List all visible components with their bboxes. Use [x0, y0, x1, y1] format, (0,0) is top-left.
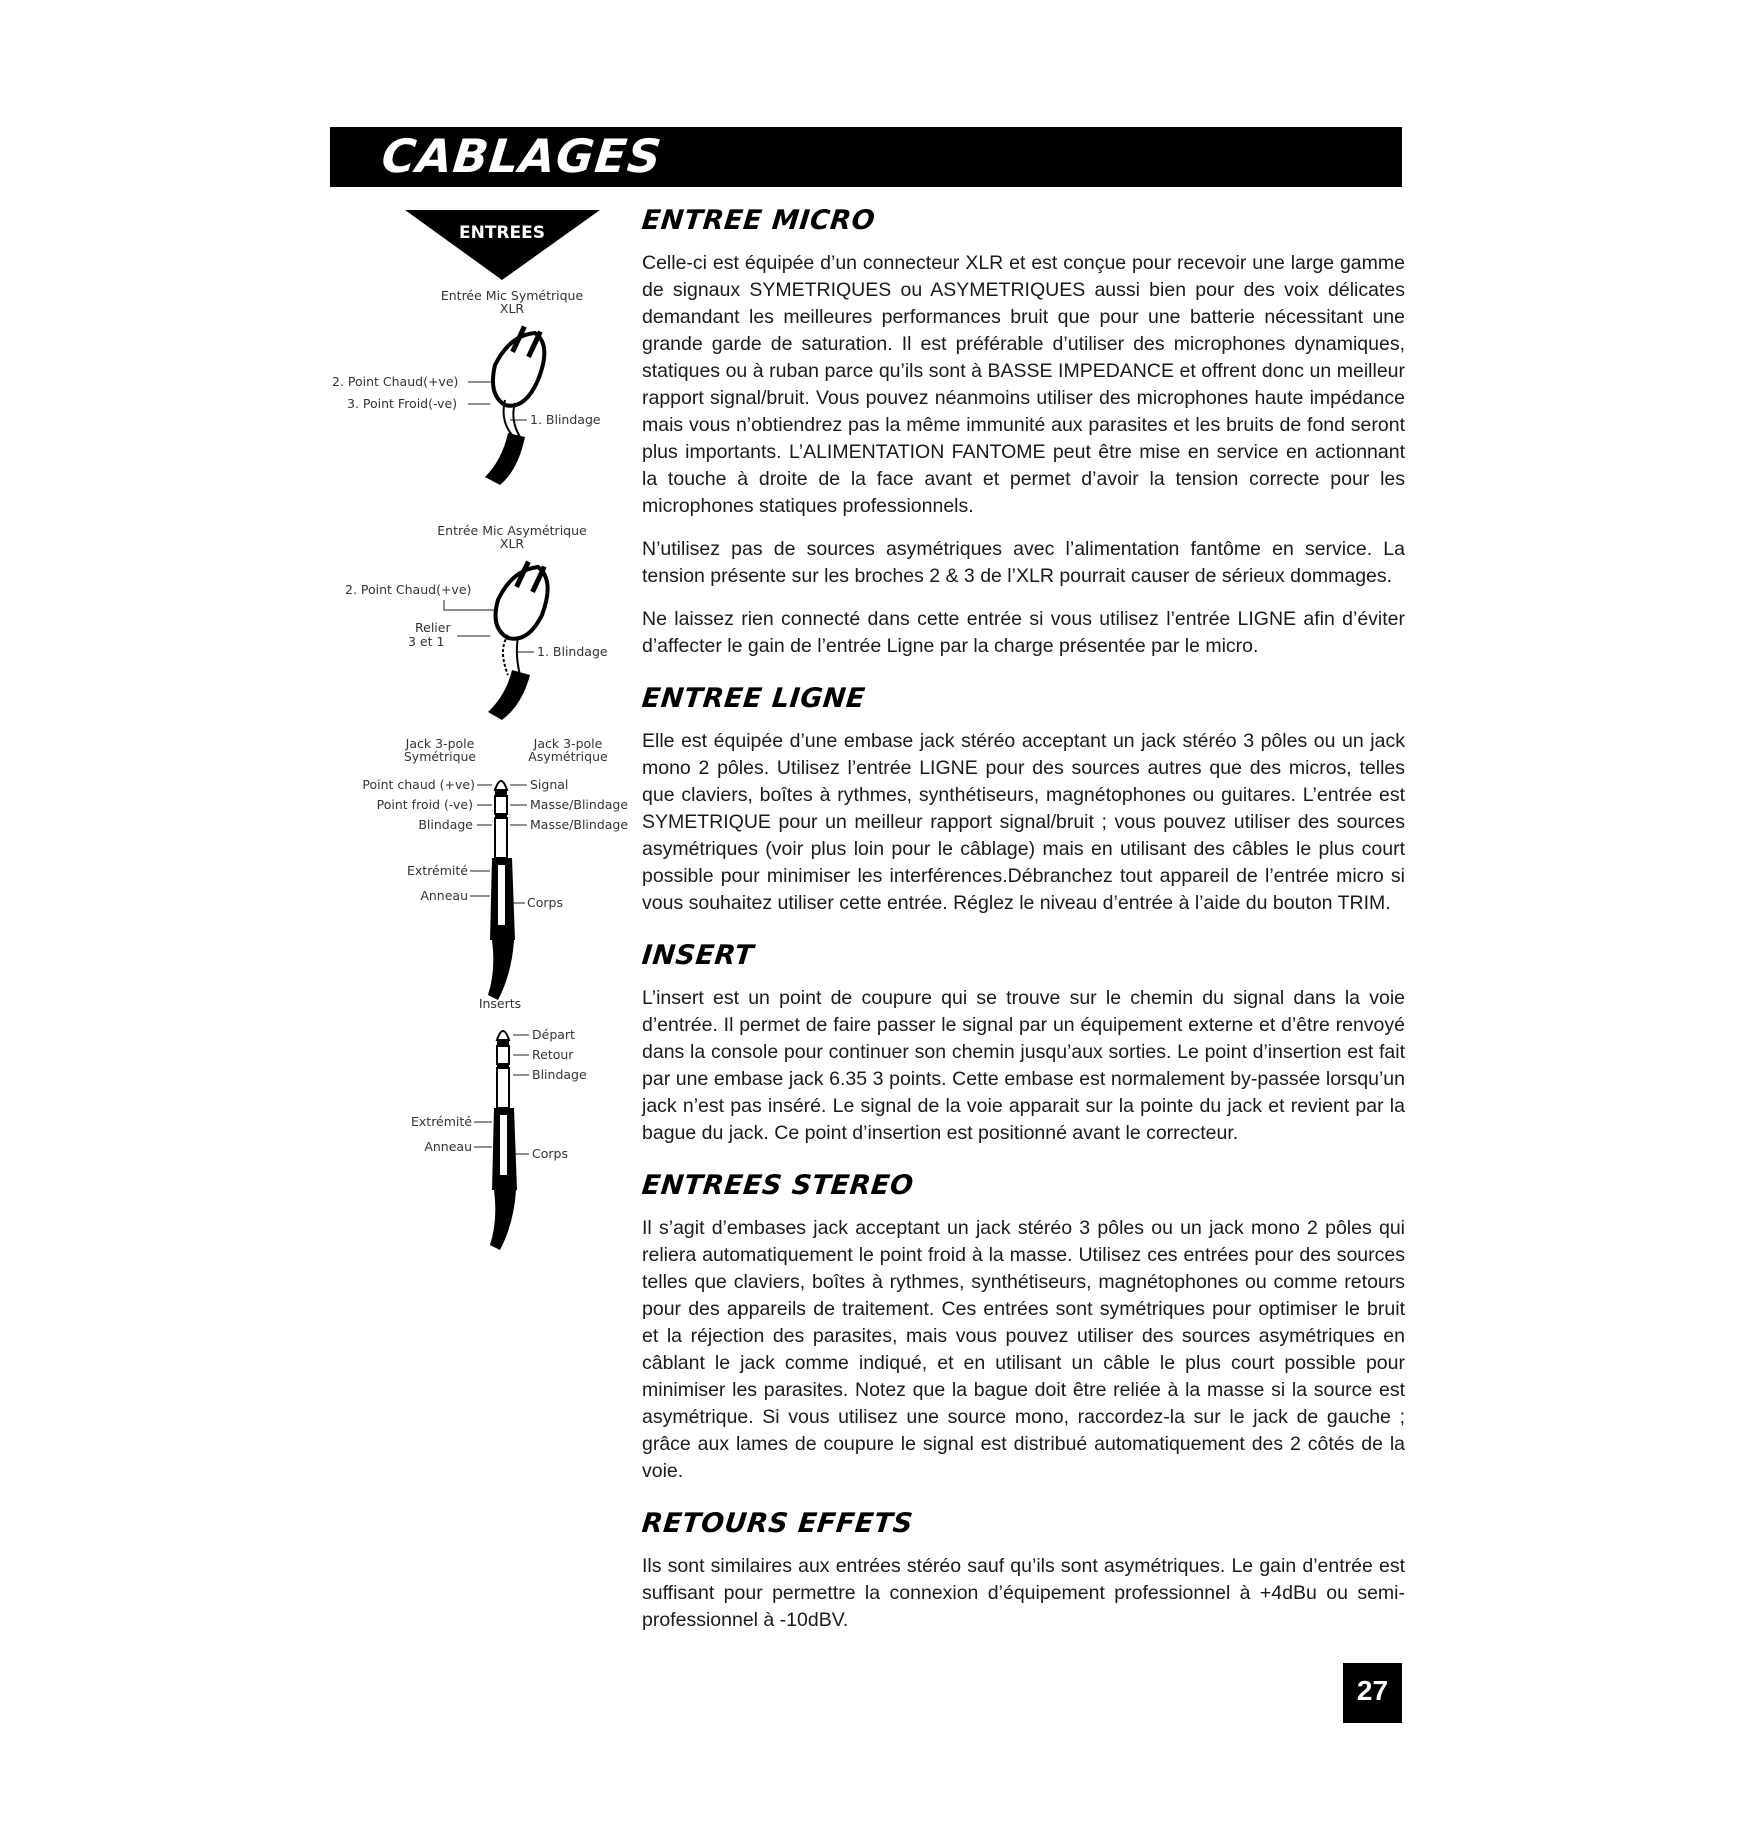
paragraph-retours: Ils sont similaires aux entrées stéréo sauf qu’ils sont asymétriques. Le gain d’entrée est suffisant pour permettre la connexion d’équipement professionnel à +4dBu ou semi-professionnel à -10dBV.: [642, 1555, 1405, 1631]
section-entrees-stereo: [642, 1169, 1405, 1485]
title-bar: [330, 127, 1402, 187]
jack-left-tip-label: Point chaud (+ve): [362, 777, 475, 792]
jack-left-sleeve-label: Blindage: [418, 817, 473, 832]
section-entree-micro: [642, 204, 1405, 660]
jack-asym-title: Jack 3-pole: [533, 736, 603, 751]
paragraph-micro-2: N’utilisez pas de sources asymétriques avec l’alimentation fantôme en service. La tension présente sur les broches 2 & 3 de l’XLR pourrait causer de sérieux dommages.: [642, 538, 1405, 587]
jack-sym-title: Jack 3-pole: [405, 736, 475, 751]
xlr-asym-link-label-1: Relier: [415, 620, 451, 635]
xlr-sym-subtitle: XLR: [499, 301, 525, 316]
page-number-box: [1343, 1663, 1402, 1723]
main-text-column: [642, 204, 1405, 1634]
xlr-sym-hot-label: 2. Point Chaud(+ve): [332, 374, 459, 389]
heading-entrees-stereo: ENTREES STEREO: [640, 1170, 916, 1201]
jack-right-sleeve-label: Masse/Blindage: [530, 817, 629, 832]
insert-jack-diagram: [411, 996, 587, 1250]
xlr-asym-shield-label: 1. Blindage: [537, 644, 608, 659]
page-title: CABLAGES: [379, 129, 665, 183]
insert-send-label: Départ: [532, 1027, 575, 1042]
insert-diagram-title: Inserts: [478, 996, 522, 1011]
jack-sym-subtitle: Symétrique: [403, 749, 477, 764]
insert-return-label: Retour: [532, 1047, 574, 1062]
insert-tip-label: Extrémité: [411, 1114, 472, 1129]
jack-ring-label: Anneau: [420, 888, 468, 903]
heading-retours-effets: RETOURS EFFETS: [640, 1508, 915, 1539]
wiring-sidebar: [320, 205, 640, 1255]
jack-right-tip-label: Signal: [530, 777, 569, 792]
jack-left-ring-label: Point froid (-ve): [376, 797, 473, 812]
entrees-badge-label: ENTREES: [459, 223, 545, 243]
paragraph-micro-3: Ne laissez rien connecté dans cette entrée si vous utilisez l’entrée LIGNE afin d’éviter d’affecter le gain de l’entrée Ligne par la charge présentée par le micro.: [642, 608, 1405, 657]
xlr-symmetric-diagram: [332, 288, 601, 485]
section-entree-ligne: [642, 682, 1405, 917]
heading-entree-ligne: ENTREE LIGNE: [640, 683, 867, 714]
xlr-asym-subtitle: XLR: [499, 536, 525, 551]
heading-insert: INSERT: [640, 940, 756, 971]
xlr-sym-cold-label: 3. Point Froid(-ve): [347, 396, 458, 411]
section-retours-effets: [642, 1507, 1405, 1634]
xlr-sym-shield-label: 1. Blindage: [530, 412, 601, 427]
jack-asym-subtitle: Asymétrique: [528, 749, 608, 764]
page-number: 27: [1356, 1675, 1389, 1706]
xlr-asymmetric-diagram: [345, 523, 608, 720]
jack-body-label: Corps: [527, 895, 563, 910]
jack-3pole-diagram: [362, 736, 628, 1000]
insert-body-label: Corps: [532, 1146, 568, 1161]
jack-tip-label: Extrémité: [407, 863, 468, 878]
xlr-sym-title: Entrée Mic Symétrique: [440, 288, 584, 303]
jack-right-ring-label: Masse/Blindage: [530, 797, 629, 812]
entrees-badge-triangle: [405, 210, 600, 280]
wiring-diagrams: [320, 205, 640, 1255]
xlr-asym-title: Entrée Mic Asymétrique: [437, 523, 587, 538]
paragraph-micro-1: Celle-ci est équipée d’un connecteur XLR et est conçue pour recevoir une large gamme de signaux SYMETRIQUES ou ASYMETRIQUES aussi bien pour des voix délicates demandant les meilleures performances bruit que pour une batterie nécessitant une grande garde de saturation. Il est préférable d’utiliser des microphones dynamiques, statiques ou à ruban parce qu’ils sont à BASSE IMPEDANCE et offrent donc un meilleur rapport signal/bruit. Vous pouvez néanmoins utiliser des microphones haute impédance mais vous n’obtiendrez pas la même immunité aux parasites et les bruits de fond seront plus importants. L’ALIMENTATION FANTOME peut être mise en service en actionnant la touche à droite de la face avant et permet d’avoir la tension correcte pour les microphones statiques professionnels.: [642, 252, 1405, 517]
heading-entree-micro: ENTREE MICRO: [640, 205, 877, 236]
insert-ring-label: Anneau: [424, 1139, 472, 1154]
paragraph-insert: L’insert est un point de coupure qui se trouve sur le chemin du signal dans la voie d’entrée. Il permet de faire passer le signal par un équipement externe et d’être renvoyé dans la console pour continuer son chemin jusqu’aux sorties. Le point d’insertion est fait par une embase jack 6.35 3 points. Cette embase est normalement by-passée lorsqu’un jack n’est pas inséré. Le signal de la voie apparait sur la pointe du jack et revient par la bague du jack. Ce point d’insertion est positionné avant le correcteur.: [642, 987, 1405, 1144]
paragraph-stereo: Il s’agit d’embases jack acceptant un jack stéréo 3 pôles ou un jack mono 2 pôles qui reliera automatiquement le point froid à la masse. Utilisez ces entrées pour des sources telles que claviers, boîtes à rythmes, synthétiseurs, magnétophones ou comme retours pour des appareils de traitement. Ces entrées sont symétriques pour optimiser le bruit et la réjection des parasites, mais vous pouvez utiliser des sources asymétriques en câblant le jack comme indiqué, et en utilisant un câble le plus court possible pour minimiser les parasites. Notez que la bague doit être reliée à la masse si la source est asymétrique. Si vous utilisez une source mono, raccordez-la sur le jack de gauche ; grâce aux lames de coupure le signal est distribué automatiquement des 2 côtés de la voie.: [642, 1217, 1405, 1482]
xlr-asym-hot-label: 2. Point Chaud(+ve): [345, 582, 472, 597]
xlr-asym-link-label-2: 3 et 1: [408, 634, 445, 649]
paragraph-ligne: Elle est équipée d’une embase jack stéréo acceptant un jack stéréo 3 pôles ou un jack mono 2 pôles. Utilisez l’entrée LIGNE pour des sources autres que des micros, telles que claviers, boîtes à rythmes, synthétiseurs, magnétophones ou guitares. L’entrée est SYMETRIQUE pour un meilleur rapport signal/bruit ; vous pouvez utiliser des sources asymétriques (voir plus loin pour le câblage) mais en utilisant des câbles le plus court possible pour minimiser les interférences.Débranchez tout appareil de l’entrée micro si vous souhaitez utiliser cette entrée. Réglez le niveau d’entrée à l’aide du bouton TRIM.: [642, 730, 1405, 914]
section-insert: [642, 939, 1405, 1147]
insert-shield-label: Blindage: [532, 1067, 587, 1082]
